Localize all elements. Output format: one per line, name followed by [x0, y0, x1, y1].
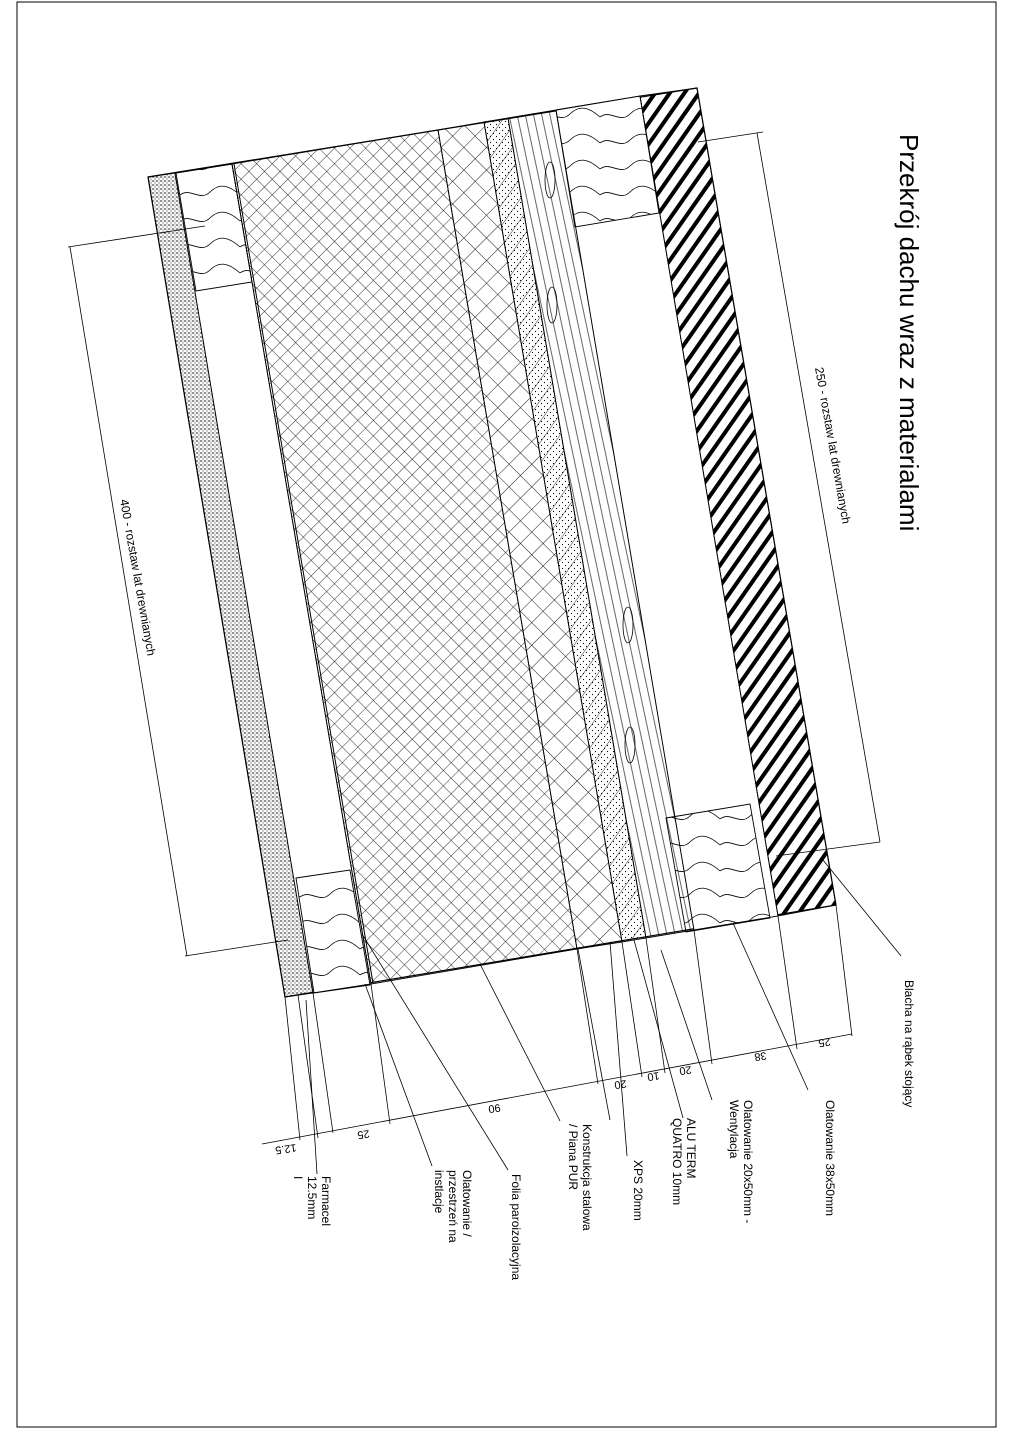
svg-text:QUATRO 10mm: QUATRO 10mm: [670, 1118, 684, 1206]
dim-label: 12.5: [274, 1141, 298, 1156]
svg-text:Folia paroizolacyjna: Folia paroizolacyjna: [509, 1174, 523, 1281]
svg-text:XPS 20mm: XPS 20mm: [631, 1160, 645, 1221]
dim-label: 90: [487, 1101, 502, 1115]
svg-text:Farmacel: Farmacel: [319, 1176, 333, 1227]
label-konstrukcja: [566, 1124, 594, 1231]
dim-label: 25: [356, 1127, 371, 1141]
svg-text:Blacha na rąbek stojący: Blacha na rąbek stojący: [902, 980, 916, 1108]
svg-text:przestrzeń na: przestrzeń na: [446, 1170, 460, 1243]
label-xps: [631, 1160, 645, 1221]
page-title: Przekrój dachu wraz z materialami: [894, 134, 924, 532]
svg-text:instlacje: instlacje: [432, 1170, 446, 1214]
svg-text:/ Piana PUR: / Piana PUR: [566, 1124, 580, 1191]
label-latowanie-inst: [432, 1170, 474, 1243]
svg-text:Wentylacja: Wentylacja: [727, 1100, 741, 1159]
label-farmacel: [291, 1176, 333, 1226]
spacing-bottom-line: [70, 247, 187, 956]
spacing-bottom-line: [185, 940, 288, 956]
svg-text:Olatowanie 20x50mm -: Olatowanie 20x50mm -: [741, 1100, 755, 1224]
label-blacha: [902, 980, 916, 1107]
dim-label: 20: [613, 1077, 628, 1091]
svg-text:Olatowanie /: Olatowanie /: [460, 1170, 474, 1237]
label-latowanie20: [727, 1100, 755, 1223]
spacing-top-line: [698, 132, 763, 142]
dim-label: 25: [817, 1035, 832, 1049]
svg-text:I: I: [291, 1176, 305, 1180]
label-latowanie38: [823, 1100, 837, 1216]
spacing-top-label: 250 - rozstaw lat drewnianych: [812, 366, 854, 525]
svg-text:Olatowanie 38x50mm: Olatowanie 38x50mm: [823, 1100, 837, 1217]
dim-label: 10: [646, 1069, 661, 1083]
label-aluterm: [670, 1118, 698, 1205]
label-folia: [509, 1174, 523, 1280]
dim-label: 20: [678, 1063, 693, 1077]
svg-text:12.5mm: 12.5mm: [305, 1176, 319, 1220]
dim-label: 38: [753, 1049, 768, 1063]
svg-text:ALU TERM: ALU TERM: [684, 1118, 698, 1179]
svg-text:Konstrukcja stalowa: Konstrukcja stalowa: [580, 1124, 594, 1231]
spacing-bottom-label: 400 - rozstaw lat drewnianych: [117, 498, 159, 657]
